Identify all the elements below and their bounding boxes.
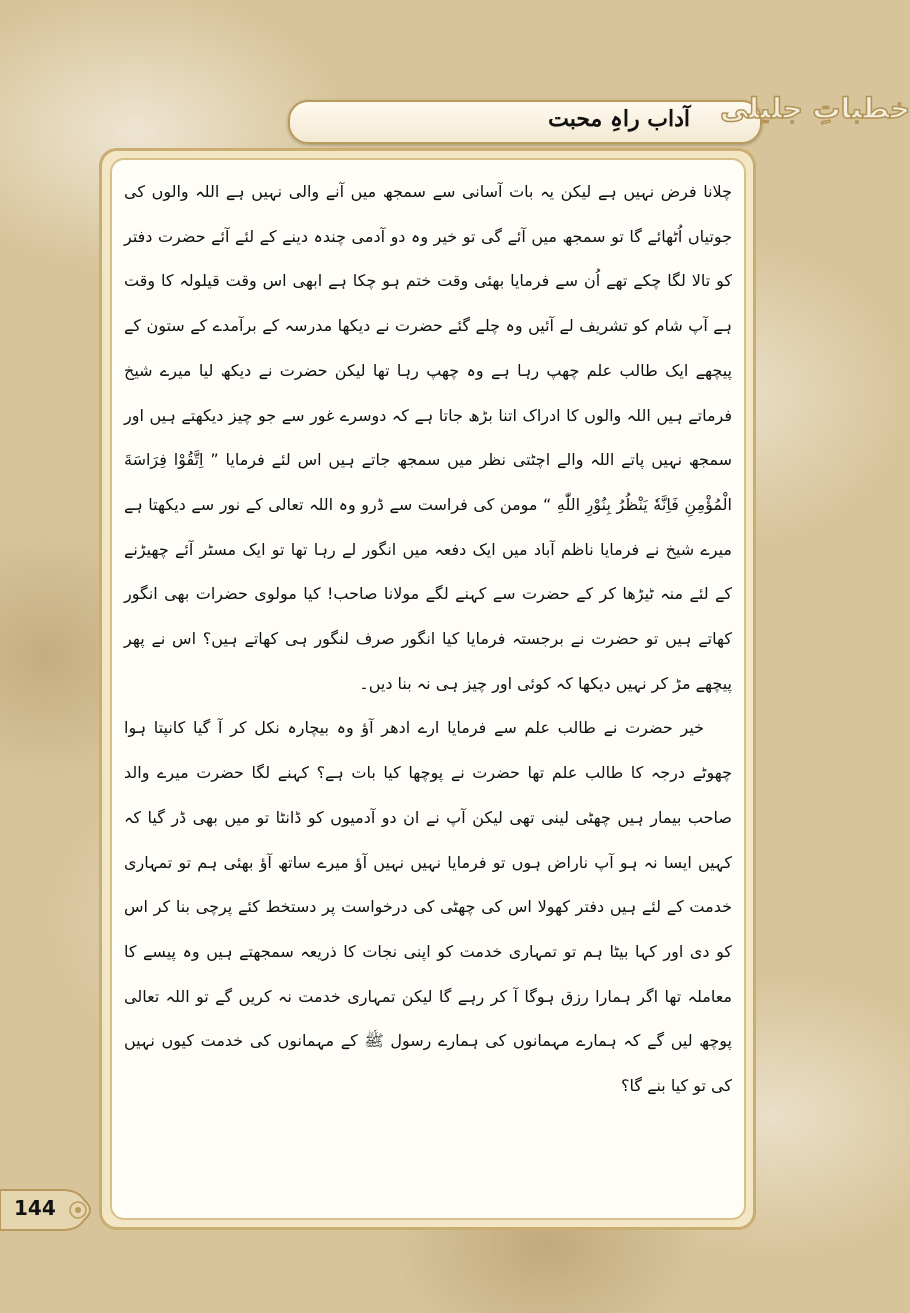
page-number: 144: [14, 1196, 56, 1220]
book-title-logo: خطباتِ جلیلی: [720, 92, 910, 125]
header-bar: [288, 100, 762, 144]
paragraph-1: چلانا فرض نہیں ہے لیکن یہ بات آسانی سے سمجھ میں آنے والی نہیں ہے اللہ والوں کی جوتیاں اُٹھائے گا تو سمجھ میں آئے گی تو خیر وہ دو آدمی چندہ دینے کے لئے آئے حضرت دفتر کو تالا لگا چکے تھے اُن سے فرمایا بھئی وقت ختم ہو چکا ہے ابھی اس وقت قیلولہ کا وقت ہے آپ شام کو تشریف لے آئیں وہ چلے گئے حضرت نے دیکھا مدرسہ کے برآمدے کے ستون کے پیچھے ایک طالب علم چھپ رہا ہے وہ چھپ رہا تھا لیکن حضرت نے دیکھ لیا میرے شیخ فرماتے ہیں اللہ والوں کا ادراک اتنا بڑھ جاتا ہے کہ دوسرے غور سے جو چیز دیکھتے ہیں اور سمجھ نہیں پاتے اللہ والے اچٹتی نظر میں سمجھ جاتے ہیں اس لئے فرمایا ” اِتَّقُوْا فِرَاسَةَ الْمُؤْمِنِ فَاِنَّهٗ يَنْظُرُ بِنُوْرِ اللّٰهِ “ مومن کی فراست سے ڈرو وہ اللہ تعالی کے نور سے دیکھتا ہے میرے شیخ نے فرمایا ناظم آباد میں ایک دفعہ میں انگور لے رہا تھا تو ایک مسٹر آئے چھیڑنے کے لئے منہ ٹیڑھا کر کے حضرت سے کہنے لگے مولانا صاحب! کیا مولوی حضرات بھی انگور کھاتے ہیں تو حضرت نے برجستہ فرمایا کیا انگور صرف لنگور ہی کھاتے ہیں؟ اس نے پھر پیچھے مڑ کر نہیں دیکھا کہ کوئی اور چیز ہی نہ بنا دیں۔: [124, 182, 732, 693]
body-text: [124, 170, 732, 1109]
paragraph-2: خیر حضرت نے طالب علم سے فرمایا ارے ادھر آؤ وہ بیچارہ نکل کر آ گیا کانپتا ہوا چھوٹے درجہ کا طالب علم تھا حضرت نے پوچھا کیا بات ہے؟ کہنے لگا حضرت میرے والد صاحب بیمار ہیں چھٹی لینی تھی لیکن آپ نے ان دو آدمیوں کو ڈانٹا تو میں بھی ڈر گیا کہ کہیں ایسا نہ ہو آپ ناراض ہوں تو فرمایا نہیں نہیں آؤ میرے ساتھ آؤ بھئی ہم تو تمہاری خدمت کے لئے ہیں دفتر کھولا اس کی چھٹی کی درخواست پر دستخط کئے پرچی بنا کر اس کو دی اور کہا بیٹا ہم تو تمہاری خدمت کو اپنی نجات کا ذریعہ سمجھتے ہیں وہ پیسے کا معاملہ تھا اگر ہمارا رزق ہوگا آ کر رہے گا لیکن تمہاری خدمت نہ کریں گے تو اللہ تعالی پوچھ لیں گے کہ ہمارے مہمانوں کی ہمارے رسول ﷺ کے مہمانوں کی خدمت کیوں نہیں کی تو کیا بنے گا؟: [124, 718, 732, 1096]
chapter-title: آداب راہِ محبت: [548, 106, 690, 132]
